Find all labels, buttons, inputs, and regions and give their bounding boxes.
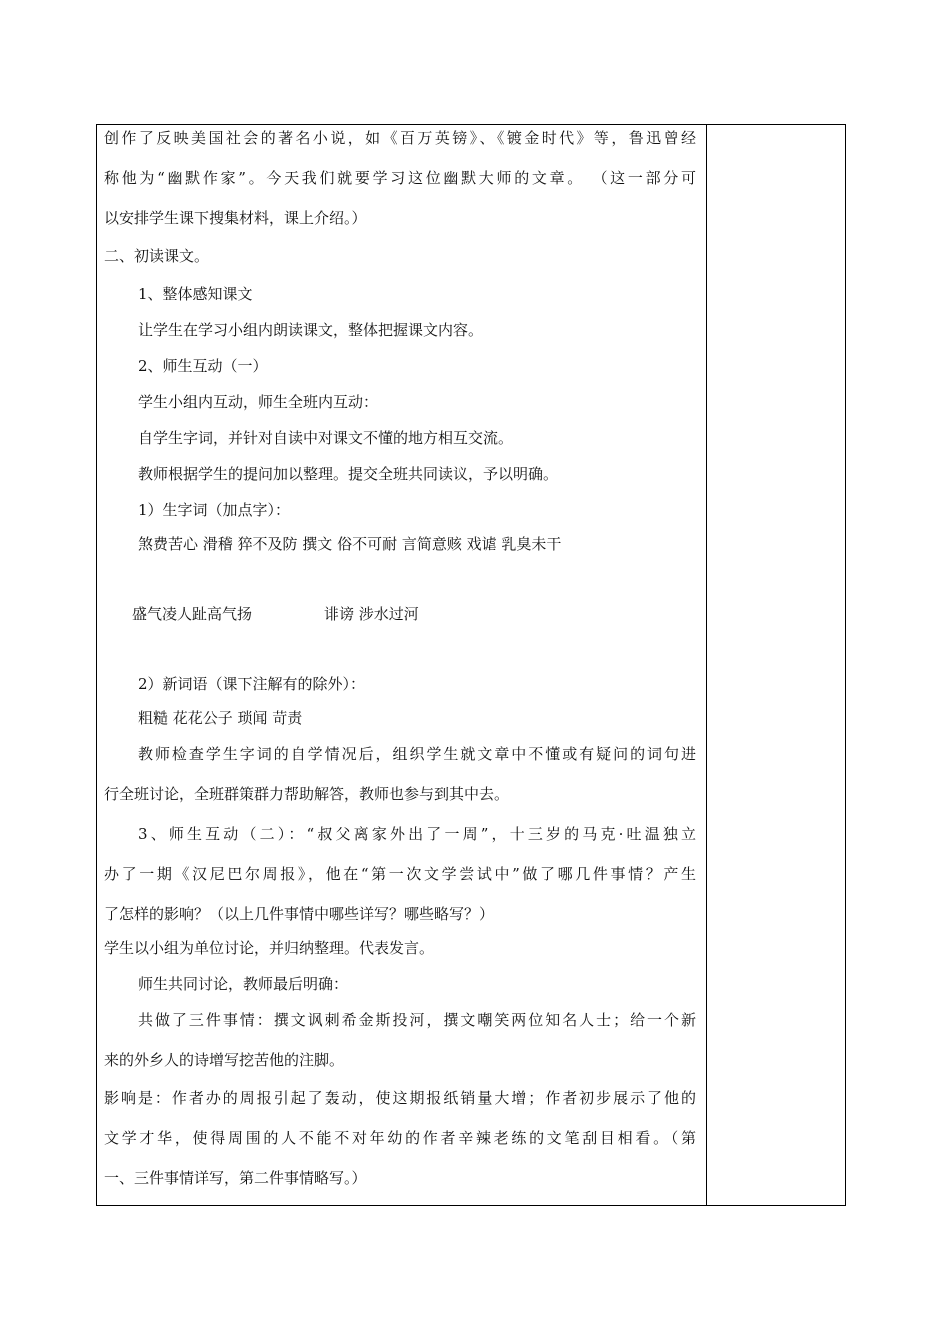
text-line: 文学才华，使得周围的人不能不对年幼的作者辛辣老练的文笔刮目相看。（第 — [104, 1129, 696, 1147]
section-heading: 二、初读课文。 — [104, 247, 210, 265]
text-line: 教师根据学生的提问加以整理。提交全班共同读议，予以明确。 — [138, 465, 559, 483]
text-line: 创作了反映美国社会的著名小说，如《百万英镑》、《镀金时代》等，鲁迅曾经 — [104, 129, 696, 147]
vocab-list: 诽谤 涉水过河 — [324, 605, 419, 623]
vocab-list: 粗糙 花花公子 琐闻 苛责 — [138, 709, 303, 727]
text-line: 来的外乡人的诗增写挖苦他的注脚。 — [104, 1051, 345, 1069]
text-line: 办了一期《汉尼巴尔周报》，他在“第一次文学尝试中”做了哪几件事情？产生 — [104, 865, 696, 883]
text-line: 称他为“幽默作家”。今天我们就要学习这位幽默大师的文章。 （这一部分可 — [104, 169, 696, 187]
text-line: 自学生字词，并针对自读中对课文不懂的地方相互交流。 — [138, 429, 514, 447]
text-line: 让学生在学习小组内朗读课文，整体把握课文内容。 — [138, 321, 484, 339]
text-line: 学生小组内互动，师生全班内互动： — [138, 393, 379, 411]
text-line: 学生以小组为单位讨论，并归纳整理。代表发言。 — [104, 939, 435, 957]
vocab-list: 煞费苦心 滑稽 猝不及防 撰文 俗不可耐 言简意赅 戏谑 乳臭未干 — [138, 535, 562, 553]
vocab-heading: 1）生字词（加点字）： — [138, 501, 291, 519]
subsection-heading: 1、整体感知课文 — [138, 285, 253, 303]
vocab-heading: 2）新词语（课下注解有的除外）： — [138, 675, 366, 693]
text-line: 行全班讨论，全班群策群力帮助解答，教师也参与到其中去。 — [104, 785, 510, 803]
text-line: 共做了三件事情：撰文讽刺希金斯投河，撰文嘲笑两位知名人士；给一个新 — [138, 1011, 696, 1029]
text-line: 以安排学生课下搜集材料，课上介绍。） — [104, 209, 367, 227]
vocab-list: 盛气凌人趾高气扬 — [132, 605, 253, 623]
text-line: 一、三件事情详写，第二件事情略写。） — [104, 1169, 367, 1187]
text-line: 师生共同讨论，教师最后明确： — [138, 975, 349, 993]
text-line: 了怎样的影响？（以上几件事情中哪些详写？哪些略写？） — [104, 905, 495, 923]
text-line: 教师检查学生字词的自学情况后，组织学生就文章中不懂或有疑问的词句进 — [138, 745, 696, 763]
table-column-divider — [706, 124, 707, 1206]
text-line: 影响是：作者办的周报引起了轰动，使这期报纸销量大增；作者初步展示了他的 — [104, 1089, 696, 1107]
subsection-heading: 3、师生互动（二）：“叔父离家外出了一周”，十三岁的马克·吐温独立 — [138, 825, 696, 843]
subsection-heading: 2、师生互动（一） — [138, 357, 268, 375]
